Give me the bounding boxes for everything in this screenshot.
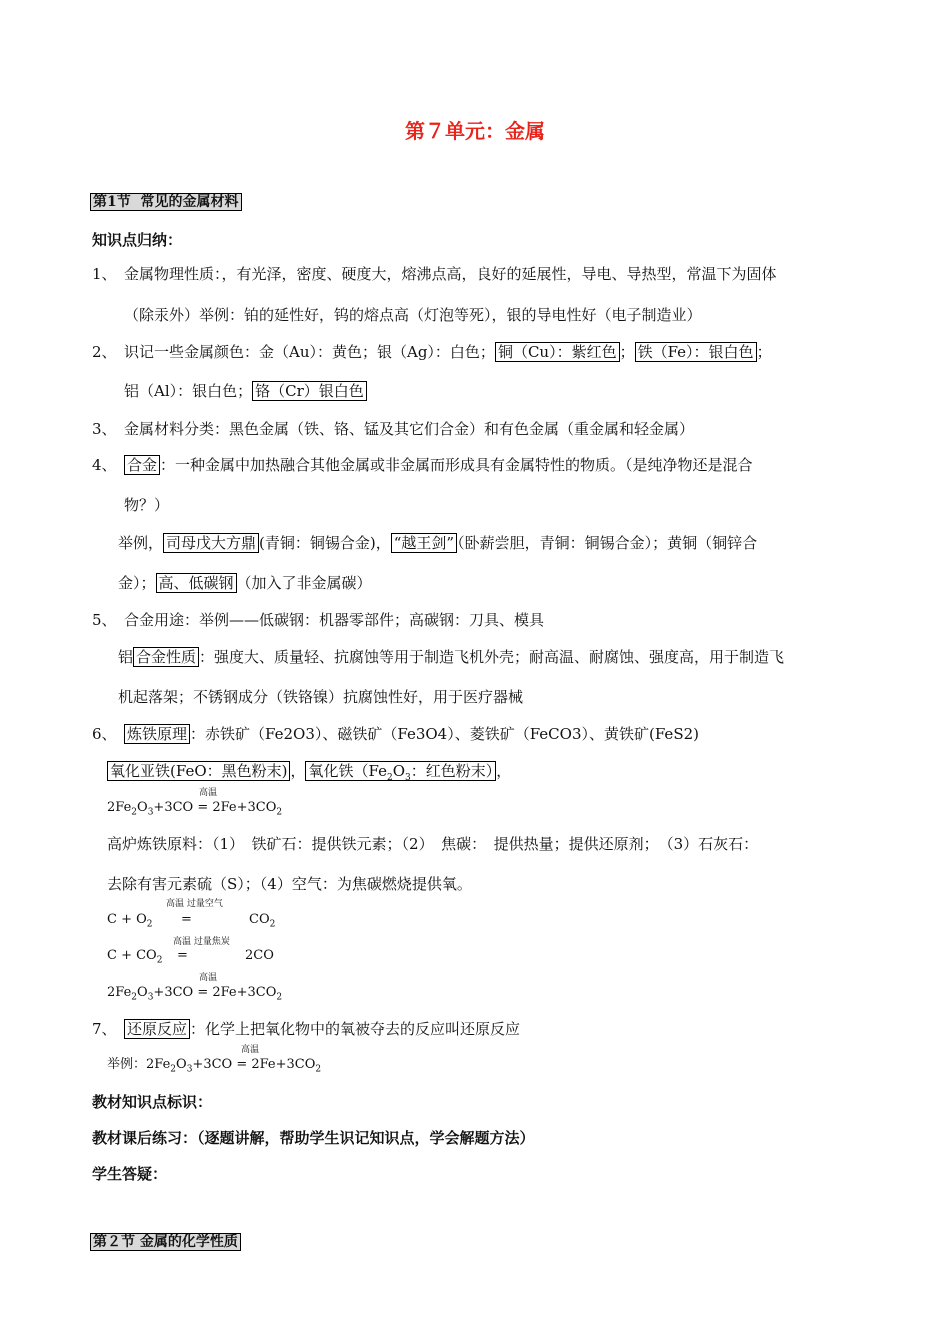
item-4-line-3: 举例， 司母戊大方鼎 (青铜：铜锡合金)， “越王剑” （卧薪尝胆，青铜：铜锡合金）；黄铜（铜锌合: [118, 534, 758, 552]
summary-label: 知识点归纳：: [92, 231, 183, 249]
textbook-points-label: 教材知识点标识：: [92, 1093, 213, 1111]
item-4-line-1: 4、 合金 ：一种金属中加热融合其他金属或非金属而形成具有金属特性的物质。（是纯净物还是混合: [92, 456, 753, 474]
item-6-line-1: 6、 炼铁原理 ：赤铁矿（Fe2O3）、磁铁矿（Fe3O4）、菱铁矿（FeCO3）、黄铁矿(FeS2): [92, 725, 699, 743]
condition-1: 高温: [199, 788, 218, 798]
qa-label: 学生答疑：: [92, 1165, 168, 1183]
exercises-label: 教材课后练习：（逐题讲解，帮助学生识记知识点，学会解题方法）: [92, 1129, 535, 1147]
equation-3-product: 2CO: [245, 948, 274, 963]
item-4-line-4: 金）； 高、低碳钢 （加入了非金属碳）: [118, 574, 372, 592]
item-6-line-2: 氧化亚铁(FeO：黑色粉末) ， 氧化铁（$Fe_2O_3$：红色粉末） ，: [107, 761, 511, 788]
equation-3: $C + CO_2$: [107, 948, 163, 966]
item-4-line-2: 物？）: [124, 496, 170, 514]
item-5-line-2: 铝 合金性质 ：强度大、质量轻、抗腐蚀等用于制造飞机外壳；耐高温、耐腐蚀、强度高，用于制造飞: [118, 648, 785, 666]
item-2-line-1: 2、 识记一些金属颜色：金（Au）：黄色；银（Ag）：白色； 铜（Cu）：紫红色 ； 铁（Fe）：银白色 ；: [92, 343, 772, 361]
equation-2-product: $CO_2$: [249, 912, 276, 930]
equation-2-eq: =: [181, 912, 192, 927]
item-5-line-3: 机起落架；不锈钢成分（铁铬镍）抗腐蚀性好，用于医疗器械: [118, 688, 524, 706]
equation-4: $2Fe_2O_3+3CO = 2Fe+3CO_2$: [107, 985, 283, 1003]
section-1-heading: 第1节 常见的金属材料: [90, 191, 242, 212]
raw-materials-line-2: 去除有害元素硫（S）；（4）空气：为焦碳燃烧提供氧。: [107, 875, 472, 893]
page-title: 第７单元：金属: [405, 119, 545, 143]
condition-4: 高温: [199, 973, 218, 983]
item-1-line-2: （除汞外）举例：铂的延性好，钨的熔点高（灯泡等死），银的导电性好（电子制造业）: [124, 306, 702, 324]
item-7-line-1: 7、 还原反应 ：化学上把氧化物中的氧被夺去的反应叫还原反应: [92, 1020, 521, 1038]
equation-5: 举例：$2Fe_2O_3+3CO = 2Fe+3CO_2$: [107, 1057, 322, 1075]
condition-5: 高温: [241, 1045, 260, 1055]
raw-materials-line-1: 高炉炼铁原料：（1） 铁矿石：提供铁元素；（2） 焦碳： 提供热量；提供还原剂； （3）石灰石：: [107, 835, 759, 853]
equation-2: $C + O_2$: [107, 912, 153, 930]
equation-3-eq: =: [177, 948, 188, 963]
condition-2: 高温 过量空气: [166, 899, 223, 909]
condition-3: 高温 过量焦炭: [173, 937, 230, 947]
item-5-line-1: 5、 合金用途：举例——低碳钢：机器零部件；高碳钢：刀具、模具: [92, 611, 545, 629]
item-1-line-1: 1、 金属物理性质：，有光泽，密度、硬度大，熔沸点高，良好的延展性，导电、导热型，常温下为固体: [92, 265, 777, 283]
equation-1: $2Fe_2O_3+3CO = 2Fe+3CO_2$: [107, 800, 283, 818]
item-2-line-2: 铝（Al）：银白色； 铬（Cr）银白色: [124, 381, 367, 401]
section-2-heading: 第２节 金属的化学性质: [90, 1231, 241, 1252]
item-3: 3、 金属材料分类：黑色金属（铁、铬、锰及其它们合金）和有色金属（重金属和轻金属）: [92, 420, 695, 438]
